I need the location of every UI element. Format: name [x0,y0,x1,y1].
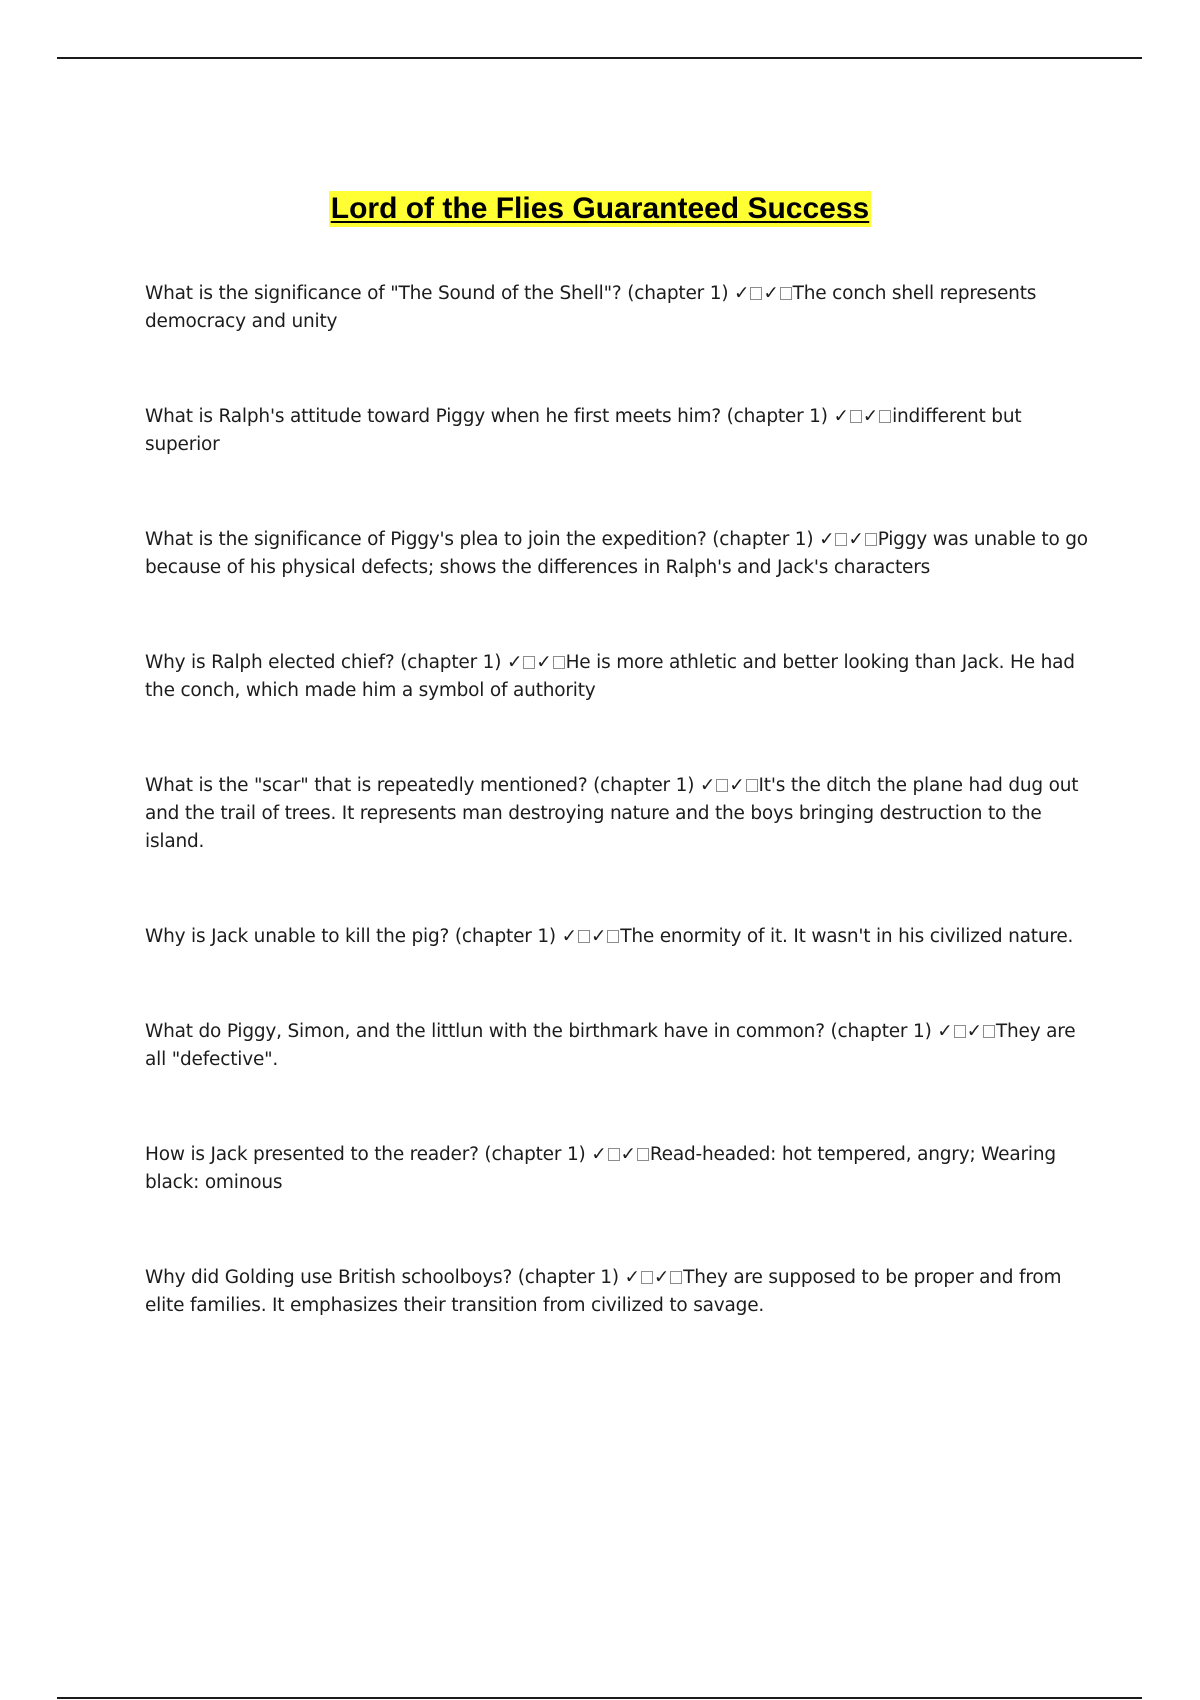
answer-text: Piggy was unable to go because of his physical defects; shows the differences in Ralph's and Jack's characters [145,529,1088,578]
check-icon: ✓ [819,529,835,550]
box-icon [850,410,862,423]
check-icon: ✓ [590,926,607,947]
title-container [0,191,1200,227]
qa-list [145,280,1095,1320]
check-icon: ✓ [620,1144,636,1165]
answer-marker [833,406,892,427]
qa-item [145,772,1095,856]
check-icon: ✓ [591,1144,607,1165]
question-text: Why did Golding use British schoolboys? (chapter 1) [145,1267,619,1288]
check-icon: ✓ [848,529,864,550]
check-icon: ✓ [536,652,552,673]
answer-marker [734,283,793,304]
answer-marker [591,1144,650,1165]
qa-item [145,1264,1095,1320]
question-text: What is the "scar" that is repeatedly mentioned? (chapter 1) [145,775,695,796]
box-icon [879,410,891,423]
question-text: How is Jack presented to the reader? (chapter 1) [145,1144,586,1165]
check-icon: ✓ [506,652,523,673]
box-icon [746,779,758,792]
check-icon: ✓ [699,775,716,796]
answer-text: Read-headed: hot tempered, angry; Wearing black: ominous [145,1144,1056,1193]
box-icon [954,1025,966,1038]
top-rule [57,57,1142,59]
check-icon: ✓ [561,926,577,947]
answer-text: It's the ditch the plane had dug out and the trail of trees. It represents man destroying nature and the boys bringing destruction to the island. [145,775,1079,852]
box-icon [716,779,728,792]
answer-marker [507,652,566,673]
document-title: Lord of the Flies Guaranteed Success [330,192,870,225]
check-icon: ✓ [734,283,750,304]
qa-item [145,1018,1095,1074]
answer-text: The enormity of it. It wasn't in his civilized nature. [620,926,1074,947]
check-icon: ✓ [729,775,745,796]
box-icon [607,930,619,943]
check-icon: ✓ [653,1267,670,1288]
answer-text: They are all "defective". [145,1021,1076,1070]
qa-item [145,649,1095,705]
question-text: What is the significance of "The Sound of the Shell"? (chapter 1) [145,283,729,304]
check-icon: ✓ [624,1267,640,1288]
check-icon: ✓ [763,283,779,304]
question-text: Why is Ralph elected chief? (chapter 1) [145,652,502,673]
box-icon [835,533,847,546]
check-icon: ✓ [966,1021,982,1042]
box-icon [670,1271,682,1284]
box-icon [523,656,535,669]
qa-item [145,1141,1095,1197]
check-icon: ✓ [833,406,849,427]
box-icon [983,1025,995,1038]
qa-item [145,403,1095,459]
qa-item [145,280,1095,336]
question-text: What is Ralph's attitude toward Piggy when he first meets him? (chapter 1) [145,406,828,427]
answer-marker [562,926,621,947]
answer-text: The conch shell represents democracy and unity [145,283,1037,332]
box-icon [608,1148,620,1161]
qa-item [145,923,1095,951]
qa-item [145,526,1095,582]
answer-marker [937,1021,996,1042]
box-icon [578,930,590,943]
box-icon [750,287,762,300]
bottom-rule [57,1697,1142,1699]
box-icon [553,656,565,669]
answer-text: They are supposed to be proper and from elite families. It emphasizes their transition from civilized to savage. [145,1267,1062,1316]
answer-text: He is more athletic and better looking than Jack. He had the conch, which made him a symbol of authority [145,652,1075,701]
box-icon [637,1148,649,1161]
answer-text: indifferent but superior [145,406,1022,455]
check-icon: ✓ [862,406,879,427]
check-icon: ✓ [937,1021,953,1042]
answer-marker [700,775,759,796]
question-text: What is the significance of Piggy's plea to join the expedition? (chapter 1) [145,529,814,550]
box-icon [865,533,877,546]
question-text: What do Piggy, Simon, and the littlun with the birthmark have in common? (chapter 1) [145,1021,932,1042]
box-icon [641,1271,653,1284]
answer-marker [625,1267,684,1288]
answer-marker [819,529,878,550]
question-text: Why is Jack unable to kill the pig? (chapter 1) [145,926,556,947]
box-icon [780,287,792,300]
